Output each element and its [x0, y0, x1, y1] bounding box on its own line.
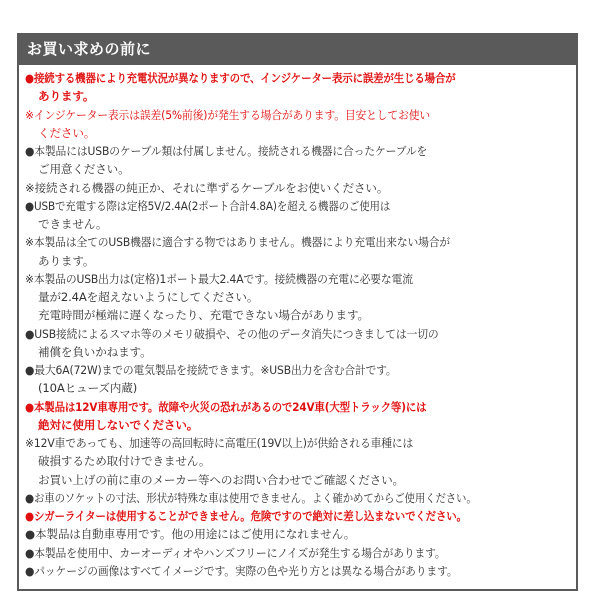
note-item: [25, 361, 572, 398]
note-text-continued: 絶対に使用しないでください。: [38, 417, 199, 432]
note-item: [25, 106, 572, 143]
panel-title: お買い求めの前に: [27, 40, 152, 58]
note-item: [25, 197, 572, 234]
note-text: ※接続される機器の純正か、それに準ずるケーブルをお使いください。: [25, 180, 389, 195]
note-text: ●本製品は自動車専用です。他の用途にはご使用になれません。: [25, 527, 356, 542]
note-text: ※インジケーター表示は誤差(5%前後)が発生する場合があります。目安としてお使い: [25, 107, 431, 122]
note-text-continued: お買い上げの前に車のメーカー等へのお問い合わせでご確認ください。: [38, 472, 404, 487]
note-item: [25, 525, 572, 543]
note-text: ●USB接続によるスマホ等のメモリ破損や、その他のデータ消失につきましては一切の: [25, 326, 439, 341]
note-text-continued: ご用意ください。: [38, 162, 130, 177]
note-item: [25, 544, 572, 562]
note-item: [25, 69, 572, 106]
panel-header: [19, 35, 576, 65]
note-text-continued: あります。: [38, 89, 95, 104]
note-item: [25, 489, 572, 507]
note-text: ※本製品は全てのUSB機器に適合する物ではありません。機器により充電出来ない場合が: [25, 235, 451, 250]
note-item: [25, 325, 572, 362]
note-text-continued: ください。: [38, 125, 96, 140]
note-text: ※本製品のUSB出力は(定格)1ポート最大2.4Aです。接続機器の充電に必要な電流: [25, 271, 413, 286]
note-text: ※12V車であっても、加速等の高回転時に高電圧(19V以上)が供給される車種には: [25, 436, 414, 450]
note-text: ●パッケージの画像はすべてイメージです。実際の色や光り方とは異なる場合があります。: [25, 563, 458, 578]
note-text: ●本製品は12V車専用です。故障や火災の恐れがあるので24V車(大型トラック等)には: [25, 399, 427, 414]
note-item: [25, 270, 572, 325]
note-text-continued: 量が2.4Aを超えないようにしてください。: [38, 290, 259, 304]
note-text-continued: あります。: [38, 253, 95, 268]
note-text-continued: 補償を負いかねます。: [38, 344, 152, 359]
note-text-continued: 充電時間が極端に遅くなったり、充電できない場合があります。: [38, 308, 369, 323]
note-item: [25, 507, 572, 525]
note-text: ●本製品を使用中、カーオーディオやハンズフリーにノイズが発生する場合があります。: [25, 545, 446, 560]
note-item: [25, 434, 572, 489]
note-item: [25, 179, 572, 197]
note-item: [25, 233, 572, 270]
note-text-continued: できません。: [38, 217, 108, 231]
note-text: ●シガーライターは使用することができません。危険ですので絶対に差し込まないでください。: [25, 509, 467, 523]
note-text: ●USBで充電する際は定格5V/2.4A(2ポート合計4.8A)を超える機器のご使用は: [25, 198, 391, 213]
note-text: ●本製品にはUSBのケーブル類は付属しません。接続される機器に合ったケーブルを: [25, 144, 428, 158]
note-text: ●最大6A(72W)までの電気製品を接続できます。※USB出力を含む合計です。: [25, 363, 397, 377]
notes-list: [25, 69, 572, 580]
note-text: ●お車のソケットの寸法、形状が特殊な車は使用できません。よく確かめてからご使用ください。: [25, 490, 477, 505]
note-item: [25, 142, 572, 179]
note-text-continued: (10Aヒューズ内蔵): [38, 381, 138, 396]
notice-panel: [17, 33, 578, 591]
note-text-continued: 破損するため取付けできません。: [38, 454, 211, 469]
note-item: [25, 398, 572, 435]
note-item: [25, 562, 572, 580]
note-text: ●接続する機器により充電状況が異なりますので、インジケーター表示に誤差が生じる場合が: [25, 71, 456, 85]
